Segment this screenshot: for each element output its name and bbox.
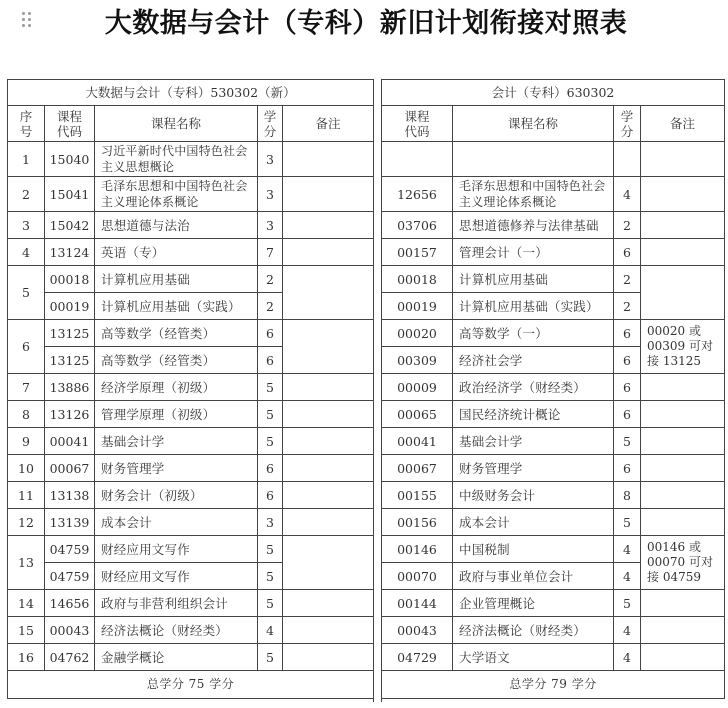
column-header-credit: 学分: [614, 106, 641, 142]
name-cell: 高等数学（一）: [453, 320, 614, 347]
name-cell: 高等数学（经管类）: [95, 347, 258, 374]
new-plan-table: [7, 79, 374, 699]
seq-cell: 11: [8, 482, 45, 509]
name-cell: 成本会计: [95, 509, 258, 536]
new-plan-total: 总学分 75 学分: [8, 671, 374, 699]
name-cell: 高等数学（经管类）: [95, 320, 258, 347]
seq-cell: 1: [8, 142, 45, 177]
table-row: [8, 455, 374, 482]
column-header-name: 课程名称: [453, 106, 614, 142]
table-row: [8, 617, 374, 644]
code-cell: 00067: [382, 455, 453, 482]
name-cell: 政府与事业单位会计: [453, 563, 614, 590]
column-header-code: 课程代码: [45, 106, 95, 142]
name-cell: 习近平新时代中国特色社会主义思想概论: [95, 142, 258, 177]
credit-cell: 6: [614, 239, 641, 266]
seq-cell: 3: [8, 212, 45, 239]
credit-cell: [614, 142, 641, 177]
credit-cell: 4: [614, 617, 641, 644]
credit-cell: 4: [614, 177, 641, 212]
table-row: [8, 239, 374, 266]
table-row: [382, 428, 725, 455]
remark-cell: [641, 212, 725, 239]
credit-cell: 4: [258, 617, 283, 644]
remark-cell: [283, 509, 374, 536]
table-row: [382, 266, 725, 293]
seq-cell: 14: [8, 590, 45, 617]
column-header-code: 课程代码: [382, 106, 453, 142]
credit-cell: 3: [258, 177, 283, 212]
code-cell: 00067: [45, 455, 95, 482]
name-cell: 金融学概论: [95, 644, 258, 671]
table-row: [8, 142, 374, 177]
credit-cell: 2: [614, 266, 641, 293]
code-cell: 00019: [382, 293, 453, 320]
name-cell: 计算机应用基础: [453, 266, 614, 293]
credit-cell: 5: [258, 374, 283, 401]
name-cell: 成本会计: [453, 509, 614, 536]
credit-cell: 5: [258, 536, 283, 563]
remark-cell: [641, 455, 725, 482]
remark-cell: [641, 509, 725, 536]
credit-cell: 6: [614, 320, 641, 347]
code-cell: 00019: [45, 293, 95, 320]
credit-cell: 6: [614, 455, 641, 482]
remark-cell: [283, 428, 374, 455]
code-cell: 00020: [382, 320, 453, 347]
name-cell: 财务管理学: [95, 455, 258, 482]
code-cell: 00309: [382, 347, 453, 374]
remark-cell: [641, 239, 725, 266]
table-row: [8, 509, 374, 536]
seq-cell: 13: [8, 536, 45, 590]
name-cell: 经济学原理（初级）: [95, 374, 258, 401]
name-cell: 毛泽东思想和中国特色社会主义理论体系概论: [453, 177, 614, 212]
table-row: [382, 617, 725, 644]
credit-cell: 2: [614, 212, 641, 239]
table-row: [8, 536, 374, 563]
code-cell: 15040: [45, 142, 95, 177]
credit-cell: 6: [614, 347, 641, 374]
table-row: [8, 644, 374, 671]
name-cell: 政府与非营利组织会计: [95, 590, 258, 617]
old-plan-header: 会计（专科）630302: [382, 80, 725, 106]
remark-cell: [283, 177, 374, 212]
table-row: [8, 428, 374, 455]
credit-cell: 3: [258, 212, 283, 239]
code-cell: 00157: [382, 239, 453, 266]
seq-cell: 8: [8, 401, 45, 428]
seq-cell: 10: [8, 455, 45, 482]
page-title: 大数据与会计（专科）新旧计划衔接对照表: [104, 8, 628, 39]
table-row: [382, 177, 725, 212]
code-cell: 00070: [382, 563, 453, 590]
remark-cell: [283, 212, 374, 239]
table-row: [382, 509, 725, 536]
code-cell: 00144: [382, 590, 453, 617]
remark-cell: [641, 482, 725, 509]
table-row: [382, 320, 725, 347]
table-row: [8, 590, 374, 617]
remark-cell: [283, 482, 374, 509]
table-row: [382, 590, 725, 617]
table-row: [8, 482, 374, 509]
code-cell: 03706: [382, 212, 453, 239]
credit-cell: 6: [258, 320, 283, 347]
code-cell: 04759: [45, 536, 95, 563]
name-cell: 财经应用文写作: [95, 536, 258, 563]
code-cell: 00065: [382, 401, 453, 428]
credit-cell: 8: [614, 482, 641, 509]
name-cell: 管理学原理（初级）: [95, 401, 258, 428]
credit-cell: 3: [258, 142, 283, 177]
name-cell: 计算机应用基础（实践）: [95, 293, 258, 320]
code-cell: 00043: [45, 617, 95, 644]
table-row: [382, 142, 725, 177]
column-header-name: 课程名称: [95, 106, 258, 142]
name-cell: 政治经济学（财经类）: [453, 374, 614, 401]
code-cell: 15041: [45, 177, 95, 212]
drag-handle-icon[interactable]: [22, 12, 32, 28]
seq-cell: 7: [8, 374, 45, 401]
remark-cell: [283, 536, 374, 590]
name-cell: 大学语文: [453, 644, 614, 671]
new-plan-header: 大数据与会计（专科）530302（新）: [8, 80, 374, 106]
code-cell: 00041: [382, 428, 453, 455]
credit-cell: 6: [614, 374, 641, 401]
table-row: [382, 644, 725, 671]
remark-cell: [283, 320, 374, 374]
table-row: [8, 266, 374, 293]
code-cell: [382, 142, 453, 177]
code-cell: 00156: [382, 509, 453, 536]
code-cell: 04762: [45, 644, 95, 671]
seq-cell: 2: [8, 177, 45, 212]
table-row: [8, 374, 374, 401]
credit-cell: 5: [258, 401, 283, 428]
table-row: [8, 212, 374, 239]
name-cell: 思想道德修养与法律基础: [453, 212, 614, 239]
column-header-credit: 学分: [258, 106, 283, 142]
code-cell: 00146: [382, 536, 453, 563]
remark-cell: [641, 644, 725, 671]
remark-cell: [641, 266, 725, 320]
credit-cell: 4: [614, 563, 641, 590]
name-cell: 计算机应用基础: [95, 266, 258, 293]
code-cell: 13125: [45, 320, 95, 347]
column-header-remark: 备注: [641, 106, 725, 142]
remark-cell: [641, 401, 725, 428]
code-cell: 00041: [45, 428, 95, 455]
name-cell: 中级财务会计: [453, 482, 614, 509]
code-cell: 04759: [45, 563, 95, 590]
code-cell: 04729: [382, 644, 453, 671]
credit-cell: 6: [258, 347, 283, 374]
remark-cell: [283, 239, 374, 266]
code-cell: 00018: [45, 266, 95, 293]
name-cell: 中国税制: [453, 536, 614, 563]
old-plan-total: 总学分 79 学分: [382, 671, 725, 699]
name-cell: 财经应用文写作: [95, 563, 258, 590]
seq-cell: 5: [8, 266, 45, 320]
remark-cell: [283, 142, 374, 177]
writing-remark: 00146 或00070 可对接 04759: [641, 536, 725, 590]
remark-cell: [283, 266, 374, 320]
credit-cell: 6: [258, 455, 283, 482]
code-cell: 00155: [382, 482, 453, 509]
remark-cell: [641, 617, 725, 644]
remark-cell: [283, 455, 374, 482]
math-remark: 00020 或00309 可对接 13125: [641, 320, 725, 374]
table-row: [382, 536, 725, 563]
code-cell: 00043: [382, 617, 453, 644]
remark-cell: [641, 374, 725, 401]
remark-cell: [283, 590, 374, 617]
credit-cell: 5: [258, 590, 283, 617]
table-row: [382, 239, 725, 266]
remark-cell: [641, 428, 725, 455]
name-cell: 基础会计学: [95, 428, 258, 455]
credit-cell: 7: [258, 239, 283, 266]
table-row: [8, 177, 374, 212]
seq-cell: 4: [8, 239, 45, 266]
name-cell: [453, 142, 614, 177]
name-cell: 思想道德与法治: [95, 212, 258, 239]
credit-cell: 5: [614, 590, 641, 617]
name-cell: 经济法概论（财经类）: [453, 617, 614, 644]
code-cell: 13886: [45, 374, 95, 401]
code-cell: 13126: [45, 401, 95, 428]
code-cell: 00009: [382, 374, 453, 401]
name-cell: 财务会计（初级）: [95, 482, 258, 509]
seq-cell: 12: [8, 509, 45, 536]
credit-cell: 6: [614, 401, 641, 428]
code-cell: 00018: [382, 266, 453, 293]
credit-cell: 2: [258, 293, 283, 320]
table-row: [8, 401, 374, 428]
name-cell: 企业管理概论: [453, 590, 614, 617]
remark-cell: [283, 374, 374, 401]
table-row: [382, 401, 725, 428]
column-header-seq: 序号: [8, 106, 45, 142]
table-row: [382, 455, 725, 482]
code-cell: 13139: [45, 509, 95, 536]
credit-cell: 5: [614, 509, 641, 536]
credit-cell: 3: [258, 509, 283, 536]
credit-cell: 4: [614, 644, 641, 671]
credit-cell: 4: [614, 536, 641, 563]
credit-cell: 5: [258, 644, 283, 671]
code-cell: 13138: [45, 482, 95, 509]
code-cell: 14656: [45, 590, 95, 617]
remark-cell: [283, 617, 374, 644]
code-cell: 13124: [45, 239, 95, 266]
name-cell: 英语（专）: [95, 239, 258, 266]
remark-cell: [283, 644, 374, 671]
remark-cell: [283, 401, 374, 428]
credit-cell: 5: [258, 563, 283, 590]
seq-cell: 16: [8, 644, 45, 671]
table-row: [8, 320, 374, 347]
name-cell: 基础会计学: [453, 428, 614, 455]
name-cell: 经济社会学: [453, 347, 614, 374]
remark-cell: [641, 142, 725, 177]
table-row: [382, 482, 725, 509]
name-cell: 毛泽东思想和中国特色社会主义理论体系概论: [95, 177, 258, 212]
credit-cell: 2: [614, 293, 641, 320]
name-cell: 管理会计（一）: [453, 239, 614, 266]
seq-cell: 15: [8, 617, 45, 644]
table-row: [382, 212, 725, 239]
credit-cell: 6: [258, 482, 283, 509]
name-cell: 经济法概论（财经类）: [95, 617, 258, 644]
code-cell: 13125: [45, 347, 95, 374]
credit-cell: 2: [258, 266, 283, 293]
credit-cell: 5: [614, 428, 641, 455]
seq-cell: 9: [8, 428, 45, 455]
old-plan-table: [381, 79, 725, 699]
remark-cell: [641, 177, 725, 212]
remark-cell: [641, 590, 725, 617]
column-header-remark: 备注: [283, 106, 374, 142]
name-cell: 计算机应用基础（实践）: [453, 293, 614, 320]
name-cell: 国民经济统计概论: [453, 401, 614, 428]
code-cell: 12656: [382, 177, 453, 212]
credit-cell: 5: [258, 428, 283, 455]
name-cell: 财务管理学: [453, 455, 614, 482]
seq-cell: 6: [8, 320, 45, 374]
code-cell: 15042: [45, 212, 95, 239]
table-row: [382, 374, 725, 401]
